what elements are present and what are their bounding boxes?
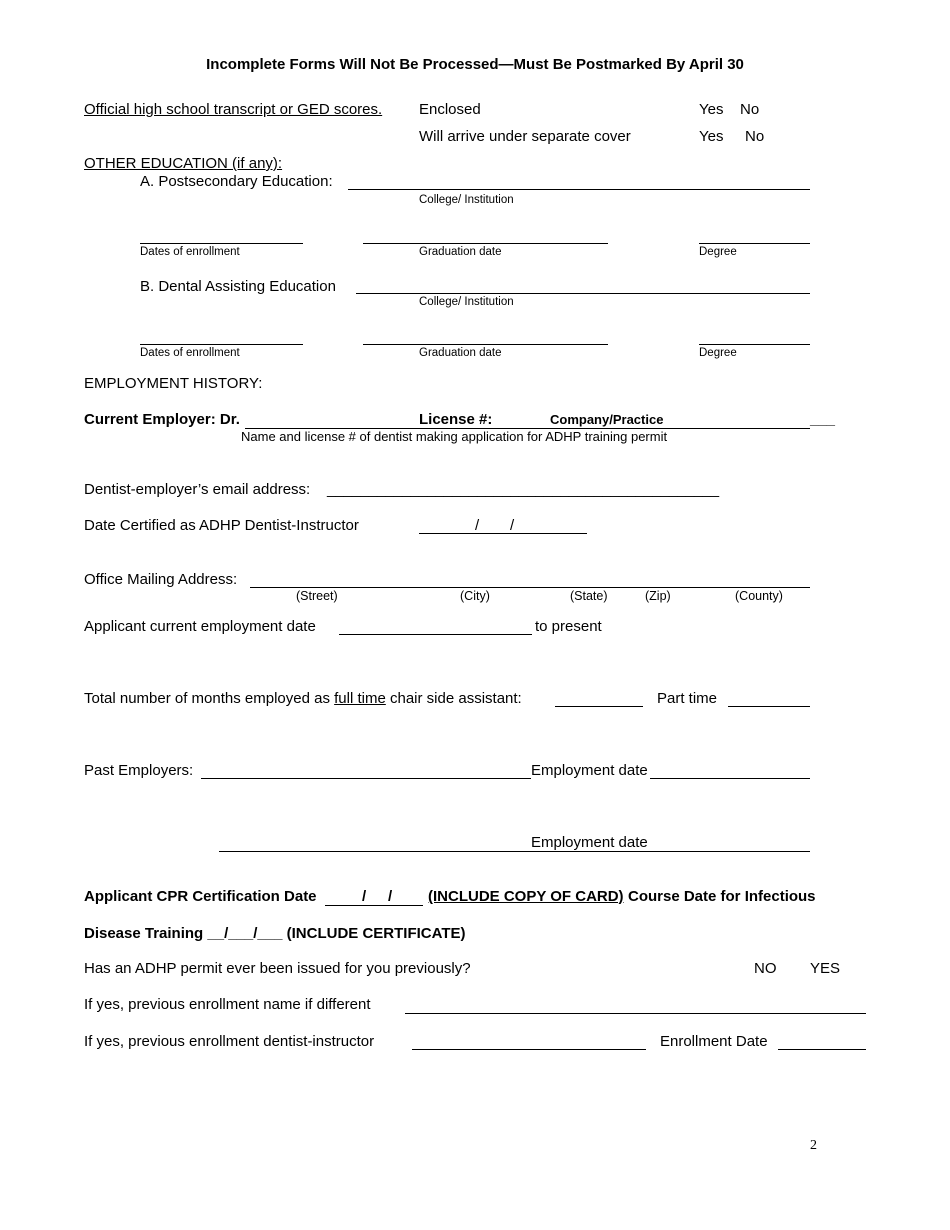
certified-slash-2: /	[510, 517, 515, 534]
part-time-label: Part time	[657, 690, 718, 707]
enroll-date-line[interactable]	[778, 1049, 866, 1050]
past-employer-line-2[interactable]	[219, 851, 810, 852]
city-caption: (City)	[460, 589, 490, 603]
dental-grad-line[interactable]	[363, 344, 608, 345]
transcript-separate: Will arrive under separate cover	[419, 128, 631, 145]
other-education-heading: OTHER EDUCATION (if any):	[84, 155, 283, 172]
course-date-label: Course Date for Infectious	[628, 888, 816, 905]
graduation-caption: Graduation date	[419, 246, 502, 258]
page-number: 2	[810, 1138, 817, 1153]
county-caption: (County)	[735, 589, 783, 603]
dental-dates-line[interactable]	[140, 344, 303, 345]
prev-dentist-label: If yes, previous enrollment dentist-instructor	[84, 1033, 375, 1050]
postsecondary-dates-line[interactable]	[140, 243, 303, 244]
current-date-label: Applicant current employment date	[84, 618, 316, 635]
graduation-caption-2: Graduation date	[419, 347, 502, 359]
cpr-slash-1: /	[362, 888, 367, 905]
permit-question: Has an ADHP permit ever been issued for you previously?	[84, 960, 471, 977]
postsecondary-grad-line[interactable]	[363, 243, 608, 244]
dental-degree-line[interactable]	[699, 344, 810, 345]
company-trail-blank: ___	[810, 411, 836, 428]
include-card: (INCLUDE COPY OF CARD)	[428, 888, 624, 905]
months-label: Total number of months employed as full time chair side assistant:	[84, 690, 522, 707]
transcript-label: Official high school transcript or GED scores.	[84, 101, 383, 118]
prev-name-label: If yes, previous enrollment name if different	[84, 996, 371, 1013]
enclosed-yes[interactable]: Yes	[699, 101, 724, 118]
prev-name-line[interactable]	[405, 1013, 866, 1014]
current-employer-label: Current Employer: Dr.	[84, 411, 240, 428]
current-date-line[interactable]	[339, 634, 532, 635]
dental-assisting-line[interactable]	[356, 293, 810, 294]
cpr-label: Applicant CPR Certification Date	[84, 888, 317, 905]
employment-date-label-2: Employment date	[531, 834, 648, 851]
prev-dentist-line[interactable]	[412, 1049, 646, 1050]
zip-caption: (Zip)	[645, 589, 671, 603]
employment-date-label-1: Employment date	[531, 762, 648, 779]
cpr-slash-2: /	[388, 888, 393, 905]
mailing-label: Office Mailing Address:	[84, 571, 238, 588]
enroll-date-label: Enrollment Date	[660, 1033, 768, 1050]
full-time-line[interactable]	[555, 706, 643, 707]
college-caption: College/ Institution	[419, 194, 514, 206]
postsecondary-label: A. Postsecondary Education:	[140, 173, 333, 190]
separate-yes[interactable]: Yes	[699, 128, 724, 145]
transcript-enclosed: Enclosed	[419, 101, 481, 118]
enclosed-no[interactable]: No	[740, 101, 760, 118]
state-caption: (State)	[570, 589, 608, 603]
permit-yes[interactable]: YES	[810, 960, 841, 977]
dentist-caption: Name and license # of dentist making application for ADHP training permit	[241, 429, 668, 444]
postsecondary-degree-line[interactable]	[699, 243, 810, 244]
dental-assisting-label: B. Dental Assisting Education	[140, 278, 336, 295]
employment-heading: EMPLOYMENT HISTORY:	[84, 375, 263, 392]
postsecondary-line[interactable]	[348, 189, 810, 190]
company-label: Company/Practice	[550, 412, 664, 427]
permit-no[interactable]: NO	[754, 960, 777, 977]
certified-label: Date Certified as ADHP Dentist-Instructor	[84, 517, 359, 534]
certified-slash-1: /	[475, 517, 480, 534]
disease-training: Disease Training __/___/___ (INCLUDE CERTIFICATE)	[84, 925, 466, 942]
certified-date-line[interactable]	[419, 533, 587, 534]
email-label: Dentist-employer’s email address:	[84, 481, 311, 498]
dates-caption: Dates of enrollment	[140, 246, 240, 258]
to-present: to present	[535, 618, 602, 635]
mailing-line[interactable]	[250, 587, 810, 588]
part-time-line[interactable]	[728, 706, 810, 707]
dates-caption-2: Dates of enrollment	[140, 347, 240, 359]
degree-caption: Degree	[699, 246, 737, 258]
cpr-date-line[interactable]	[325, 905, 423, 906]
degree-caption-2: Degree	[699, 347, 737, 359]
separate-no[interactable]: No	[745, 128, 765, 145]
past-employers-label: Past Employers:	[84, 762, 194, 779]
college-caption-2: College/ Institution	[419, 296, 514, 308]
email-field[interactable]: _______________________________________________	[327, 481, 720, 498]
form-header: Incomplete Forms Will Not Be Processed—Must Be Postmarked By April 30	[206, 56, 744, 73]
street-caption: (Street)	[296, 589, 338, 603]
past-employer-line-1[interactable]	[201, 778, 810, 779]
license-label: License #:	[419, 411, 493, 428]
